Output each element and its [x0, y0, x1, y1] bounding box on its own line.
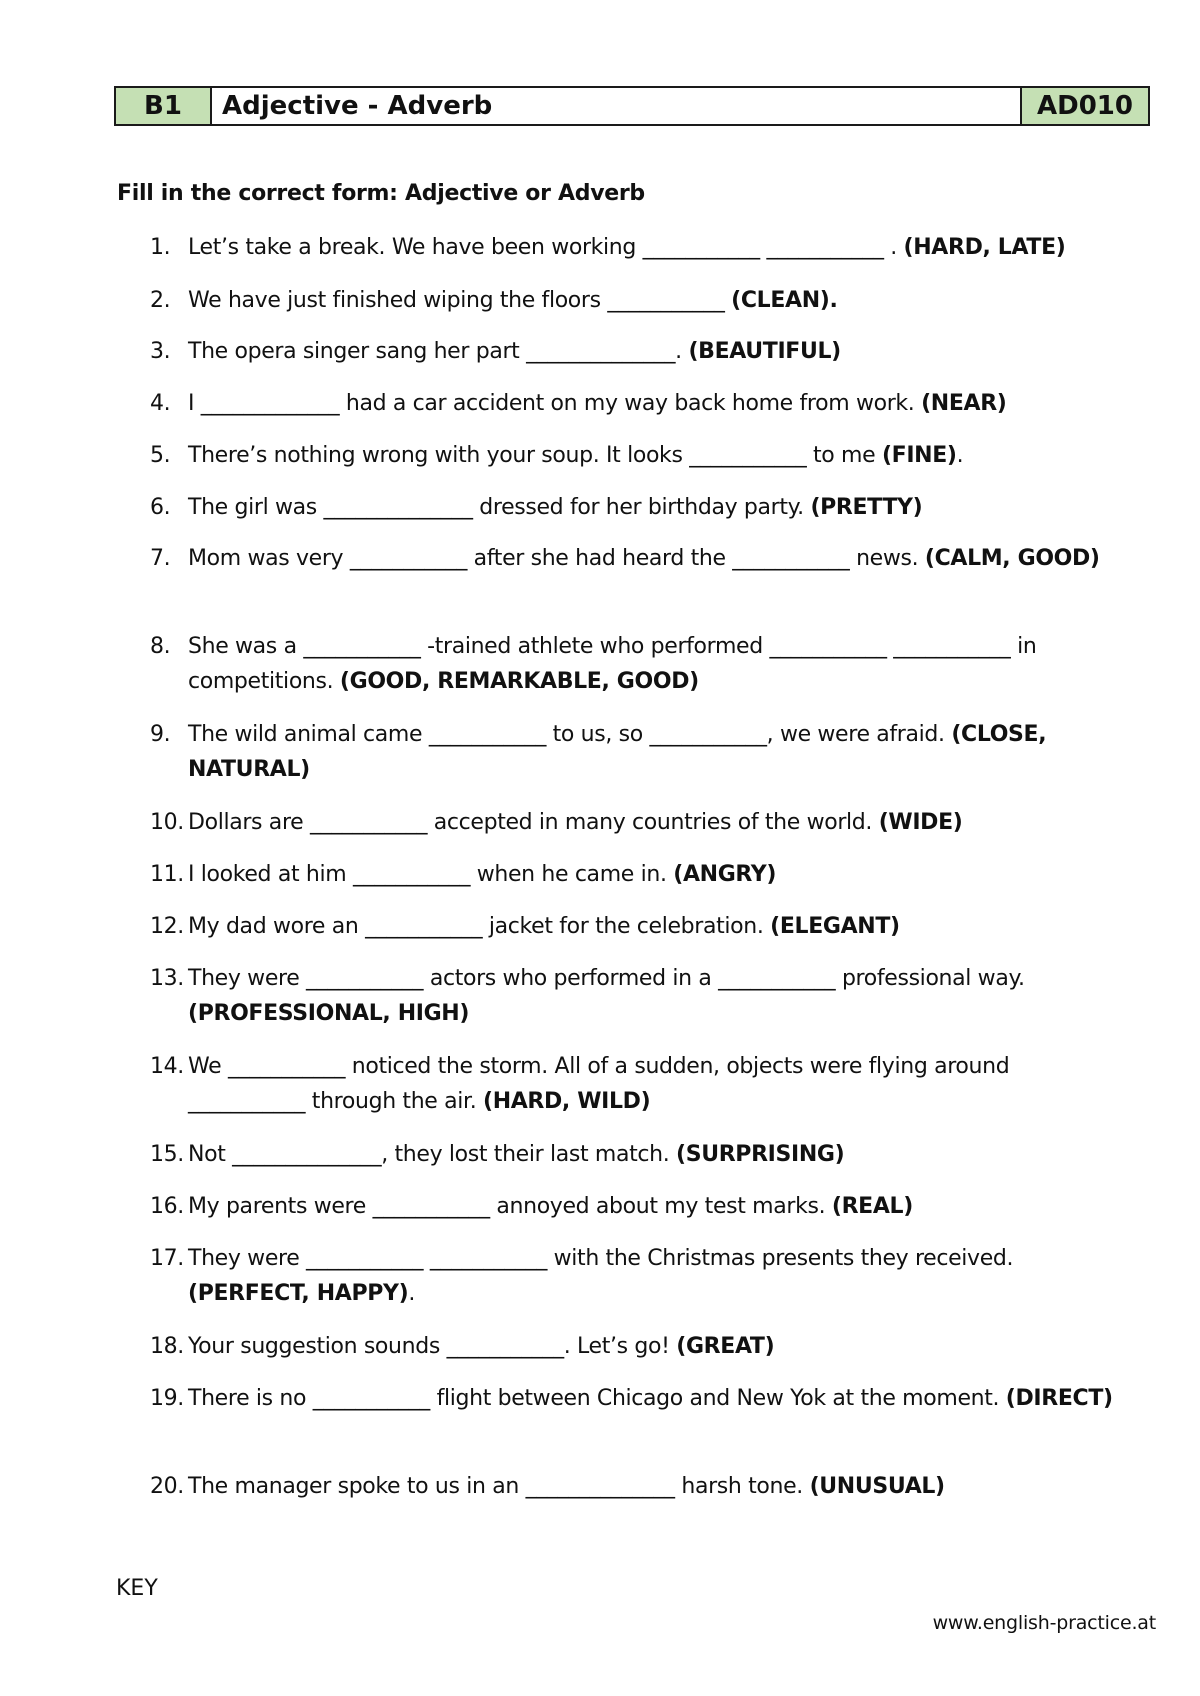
item-body — [188, 1049, 1130, 1119]
exercise-item — [150, 961, 1130, 1031]
exercise-item — [150, 1469, 1130, 1504]
item-body — [188, 490, 1130, 525]
header-table — [114, 86, 1150, 126]
worksheet-title: Adjective - Adverb — [212, 88, 1022, 124]
item-body — [188, 438, 1130, 473]
item-text: We have just finished wiping the floors ___________ — [188, 288, 732, 313]
item-number: 14. — [150, 1054, 184, 1079]
exercise-item — [150, 629, 1130, 699]
item-text: We ___________ noticed the storm. All of a sudden, objects were flying around ___________ through the air. — [188, 1054, 1010, 1114]
item-body — [188, 629, 1130, 699]
item-text: I looked at him ___________ when he came in. — [188, 862, 674, 887]
item-text: There is no ___________ flight between Chicago and New Yok at the moment. — [188, 1386, 1006, 1411]
item-body — [188, 1241, 1130, 1311]
exercise-item — [150, 438, 1130, 473]
item-hint: (FINE) — [881, 443, 957, 468]
item-hint: (HARD, WILD) — [482, 1089, 651, 1114]
exercise-item — [150, 386, 1130, 421]
item-number: 9. — [150, 722, 171, 747]
worksheet-code: AD010 — [1022, 88, 1148, 124]
item-text: Mom was very ___________ after she had heard the ___________ news. — [188, 546, 925, 571]
item-number: 5. — [150, 443, 171, 468]
item-body — [188, 961, 1130, 1031]
item-body — [188, 1189, 1130, 1224]
item-number: 6. — [150, 495, 171, 520]
exercise-item — [150, 283, 1130, 318]
item-body — [188, 805, 1130, 840]
item-text: They were ___________ actors who performed in a ___________ professional way. — [188, 966, 1025, 991]
item-after: . — [408, 1281, 415, 1306]
item-hint: (UNUSUAL) — [809, 1474, 945, 1499]
exercise-item — [150, 541, 1130, 576]
exercise-item — [150, 1241, 1130, 1311]
exercise-item — [150, 230, 1130, 265]
key-label: KEY — [116, 1576, 158, 1601]
level-cell: B1 — [116, 88, 212, 124]
item-text: She was a ___________ -trained athlete who performed ___________ ___________ in competitions. — [188, 634, 1037, 694]
item-text: Dollars are ___________ accepted in many countries of the world. — [188, 810, 879, 835]
item-hint: (BEAUTIFUL) — [688, 339, 841, 364]
exercise-item — [150, 857, 1130, 892]
item-text: I _____________ had a car accident on my way back home from work. — [188, 391, 922, 416]
item-hint: (HARD, LATE) — [903, 235, 1066, 260]
item-text: The manager spoke to us in an ______________ harsh tone. — [188, 1474, 810, 1499]
item-hint: (REAL) — [831, 1194, 913, 1219]
item-hint: (ANGRY) — [673, 862, 777, 887]
item-body — [188, 857, 1130, 892]
item-number: 18. — [150, 1334, 184, 1359]
item-text: My parents were ___________ annoyed about my test marks. — [188, 1194, 832, 1219]
item-number: 16. — [150, 1194, 184, 1219]
item-number: 17. — [150, 1246, 184, 1271]
item-body — [188, 1381, 1130, 1416]
item-text: Your suggestion sounds ___________. Let’s go! — [188, 1334, 677, 1359]
item-after: . — [956, 443, 964, 468]
item-body — [188, 230, 1130, 265]
item-number: 2. — [150, 288, 171, 313]
exercise-item — [150, 909, 1130, 944]
item-number: 11. — [150, 862, 184, 887]
exercise-item — [150, 1049, 1130, 1119]
item-text: My dad wore an ___________ jacket for the celebration. — [188, 914, 771, 939]
item-body — [188, 334, 1130, 369]
item-number: 19. — [150, 1386, 184, 1411]
item-hint: (ELEGANT) — [770, 914, 900, 939]
item-body — [188, 1137, 1130, 1172]
item-hint: (PERFECT, HAPPY) — [188, 1281, 409, 1306]
item-number: 4. — [150, 391, 171, 416]
item-hint: (WIDE) — [878, 810, 963, 835]
item-text: The opera singer sang her part ______________. — [188, 339, 689, 364]
exercise-item — [150, 1381, 1130, 1416]
exercise-item — [150, 490, 1130, 525]
exercise-item — [150, 1329, 1130, 1364]
item-hint: (GOOD, REMARKABLE, GOOD) — [339, 669, 699, 694]
item-body — [188, 283, 1130, 318]
item-number: 7. — [150, 546, 171, 571]
item-number: 1. — [150, 235, 171, 260]
item-number: 3. — [150, 339, 171, 364]
item-text: Not ______________, they lost their last match. — [188, 1142, 676, 1167]
item-body — [188, 909, 1130, 944]
website-link[interactable]: www.english-practice.at — [932, 1612, 1156, 1634]
exercise-item — [150, 1137, 1130, 1172]
item-hint: (CLOSE, NATURAL) — [188, 722, 1047, 782]
item-number: 12. — [150, 914, 184, 939]
item-hint: (PRETTY) — [810, 495, 923, 520]
item-body — [188, 1329, 1130, 1364]
item-body — [188, 541, 1130, 576]
item-body — [188, 1469, 1130, 1504]
item-text: Let’s take a break. We have been working ___________ ___________ . — [188, 235, 904, 260]
item-hint: (NEAR) — [921, 391, 1007, 416]
item-number: 13. — [150, 966, 184, 991]
exercise-item — [150, 1189, 1130, 1224]
exercise-item — [150, 334, 1130, 369]
item-body — [188, 386, 1130, 421]
item-hint: (SURPRISING) — [676, 1142, 845, 1167]
item-hint: (GREAT) — [676, 1334, 775, 1359]
item-number: 20. — [150, 1474, 184, 1499]
item-hint: (PROFESSIONAL, HIGH) — [188, 1001, 470, 1026]
item-number: 10. — [150, 810, 184, 835]
item-body — [188, 717, 1130, 787]
item-text: The wild animal came ___________ to us, so ___________, we were afraid. — [188, 722, 952, 747]
exercise-item — [150, 717, 1130, 787]
item-text: They were ___________ ___________ with the Christmas presents they received. — [188, 1246, 1014, 1271]
item-number: 15. — [150, 1142, 184, 1167]
item-number: 8. — [150, 634, 171, 659]
item-hint: (CALM, GOOD) — [924, 546, 1100, 571]
instruction-heading: Fill in the correct form: Adjective or Adverb — [117, 181, 645, 206]
item-text: The girl was ______________ dressed for her birthday party. — [188, 495, 811, 520]
item-hint: (CLEAN). — [731, 288, 838, 313]
exercise-item — [150, 805, 1130, 840]
item-text: There’s nothing wrong with your soup. It looks ___________ to me — [188, 443, 882, 468]
item-hint: (DIRECT) — [1005, 1386, 1113, 1411]
